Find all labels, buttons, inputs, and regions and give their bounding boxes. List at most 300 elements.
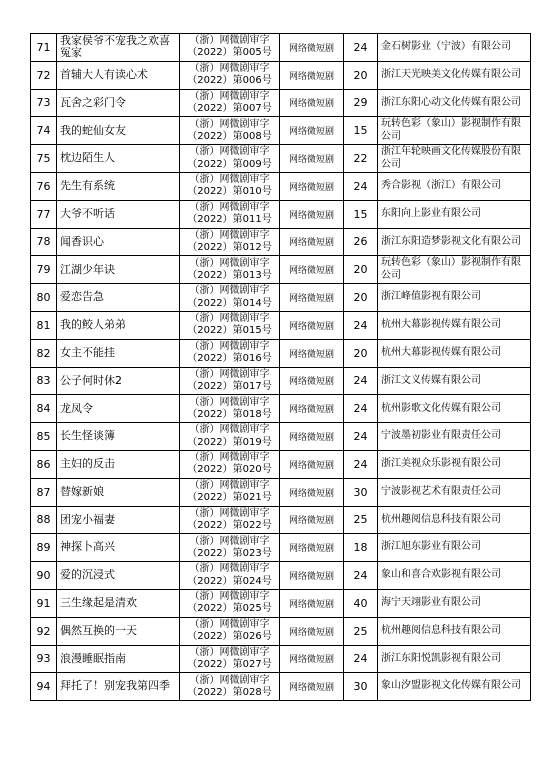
company-name-text: 杭州趣阅信息科技有限公司 (381, 513, 501, 525)
license-number (180, 228, 280, 256)
license-number-text: （2022）第015号 (187, 325, 272, 337)
license-number (180, 589, 280, 617)
row-number-text: 90 (36, 569, 51, 583)
drama-type-text: 网络微短剧 (288, 294, 334, 305)
row-number (31, 673, 57, 701)
company-name-text: 浙江年轮映画文化传媒股份有限公司 (381, 146, 521, 170)
drama-type (280, 256, 344, 284)
drama-type-text: 网络微短剧 (288, 43, 334, 54)
license-number (180, 395, 280, 423)
episode-count-text: 24 (353, 402, 368, 416)
drama-title (57, 395, 180, 423)
company-name (378, 534, 531, 562)
drama-type (280, 367, 344, 395)
table-row (31, 367, 531, 395)
table-row (31, 423, 531, 451)
episode-count (344, 673, 378, 701)
license-number-text: （浙）网微剧审字 (189, 396, 270, 408)
row-number-text: 85 (36, 430, 51, 444)
drama-title-text: 爱恋告急 (60, 290, 104, 304)
drama-title (57, 311, 180, 339)
drama-title (57, 339, 180, 367)
company-name (378, 423, 531, 451)
table-row (31, 172, 531, 200)
drama-title-text: 我家侯爷不宠我之欢喜冤家 (60, 33, 170, 60)
drama-title-text: 枕边陌生人 (60, 151, 115, 165)
drama-title-text: 长生怪谈簿 (60, 429, 115, 443)
row-number (31, 200, 57, 228)
table-row (31, 89, 531, 117)
drama-title (57, 34, 180, 62)
drama-title-text: 闻香识心 (60, 234, 104, 248)
row-number (31, 172, 57, 200)
drama-type-text: 网络微短剧 (288, 127, 334, 138)
license-number (180, 311, 280, 339)
license-number-text: （浙）网微剧审字 (189, 618, 270, 630)
row-number-text: 87 (36, 485, 51, 499)
drama-type-text: 网络微短剧 (288, 349, 334, 360)
drama-type-text: 网络微短剧 (288, 544, 334, 555)
episode-count (344, 534, 378, 562)
company-name (378, 673, 531, 701)
row-number (31, 284, 57, 312)
license-number-text: （浙）网微剧审字 (189, 257, 270, 269)
row-number-text: 81 (36, 318, 51, 332)
row-number (31, 228, 57, 256)
table-row (31, 506, 531, 534)
row-number (31, 145, 57, 173)
drama-title (57, 450, 180, 478)
company-name (378, 617, 531, 645)
episode-count-text: 15 (353, 207, 368, 221)
episode-count-text: 24 (353, 430, 368, 444)
company-name-text: 杭州大幕影视传媒有限公司 (381, 319, 501, 331)
company-name (378, 450, 531, 478)
drama-title (57, 89, 180, 117)
episode-count (344, 506, 378, 534)
row-number-text: 77 (36, 207, 51, 221)
row-number-text: 94 (36, 680, 51, 694)
license-number-text: （2022）第026号 (187, 631, 272, 643)
episode-count (344, 339, 378, 367)
license-number (180, 562, 280, 590)
drama-type-text: 网络微短剧 (288, 71, 334, 82)
license-number-text: （浙）网微剧审字 (189, 313, 270, 325)
table-row (31, 645, 531, 673)
drama-type (280, 172, 344, 200)
license-number (180, 284, 280, 312)
company-name-text: 象山汐盟影视文化传媒有限公司 (381, 680, 521, 692)
table-row (31, 589, 531, 617)
drama-title-text: 先生有系统 (60, 179, 115, 193)
episode-count-text: 24 (353, 374, 368, 388)
drama-title-text: 神探卜高兴 (60, 540, 115, 554)
license-number-text: （2022）第013号 (187, 269, 272, 281)
drama-title-text: 公子何时休2 (60, 373, 122, 387)
drama-title-text: 拜托了！别宠我第四季 (60, 679, 170, 693)
row-number-text: 75 (36, 152, 51, 166)
drama-title-text: 我的鲛人弟弟 (60, 318, 126, 332)
table-row (31, 145, 531, 173)
drama-type-text: 网络微短剧 (288, 516, 334, 527)
row-number (31, 534, 57, 562)
table-row (31, 673, 531, 701)
company-name (378, 506, 531, 534)
company-name (378, 145, 531, 173)
row-number-text: 86 (36, 457, 51, 471)
table-row (31, 617, 531, 645)
license-number-text: （2022）第005号 (187, 47, 272, 59)
license-number-text: （浙）网微剧审字 (189, 479, 270, 491)
episode-count-text: 29 (353, 96, 368, 110)
license-number (180, 423, 280, 451)
license-number-text: （浙）网微剧审字 (189, 62, 270, 74)
table-row (31, 256, 531, 284)
company-name (378, 339, 531, 367)
company-name (378, 200, 531, 228)
table-row (31, 117, 531, 145)
license-number-text: （2022）第012号 (187, 241, 272, 253)
license-number-text: （浙）网微剧审字 (189, 563, 270, 575)
row-number-text: 83 (36, 374, 51, 388)
episode-count-text: 20 (353, 291, 368, 305)
company-name-text: 杭州趣阅信息科技有限公司 (381, 624, 501, 636)
company-name (378, 34, 531, 62)
drama-type (280, 534, 344, 562)
drama-type-text: 网络微短剧 (288, 377, 334, 388)
license-number (180, 117, 280, 145)
row-number-text: 79 (36, 263, 51, 277)
drama-type (280, 423, 344, 451)
company-name-text: 浙江峰值影视有限公司 (381, 291, 481, 303)
row-number (31, 506, 57, 534)
row-number (31, 645, 57, 673)
license-number-text: （浙）网微剧审字 (189, 674, 270, 686)
company-name (378, 117, 531, 145)
company-name (378, 562, 531, 590)
company-name-text: 玩转色彩（象山）影视制作有限公司 (381, 257, 521, 281)
episode-count-text: 24 (353, 569, 368, 583)
drama-type-text: 网络微短剧 (288, 433, 334, 444)
drama-title-text: 首辅大人有读心术 (60, 67, 148, 81)
episode-count (344, 311, 378, 339)
license-number-text: （浙）网微剧审字 (189, 340, 270, 352)
episode-count-text: 24 (353, 457, 368, 471)
company-name-text: 秀合影视（浙江）有限公司 (381, 180, 501, 192)
drama-title-text: 瓦舍之彩门令 (60, 95, 126, 109)
drama-title (57, 673, 180, 701)
episode-count-text: 22 (353, 152, 368, 166)
drama-type (280, 311, 344, 339)
row-number (31, 89, 57, 117)
drama-title-text: 爱的沉浸式 (60, 568, 115, 582)
table-row (31, 450, 531, 478)
license-number (180, 617, 280, 645)
company-name-text: 浙江东阳心动文化传媒有限公司 (381, 96, 521, 108)
episode-count (344, 284, 378, 312)
license-number (180, 61, 280, 89)
drama-type (280, 589, 344, 617)
drama-title-text: 替嫁新娘 (60, 484, 104, 498)
episode-count (344, 145, 378, 173)
drama-type (280, 617, 344, 645)
license-number (180, 506, 280, 534)
company-name-text: 海宁天翊影业有限公司 (381, 597, 481, 609)
drama-title-text: 女主不能挂 (60, 345, 115, 359)
license-number-text: （2022）第016号 (187, 353, 272, 365)
drama-title (57, 367, 180, 395)
license-number-text: （浙）网微剧审字 (189, 90, 270, 102)
license-number (180, 645, 280, 673)
table-row (31, 395, 531, 423)
row-number-text: 72 (36, 68, 51, 82)
company-name-text: 玩转色彩（象山）影视制作有限公司 (381, 118, 521, 142)
row-number-text: 82 (36, 346, 51, 360)
drama-title (57, 534, 180, 562)
license-number-text: （浙）网微剧审字 (189, 118, 270, 130)
drama-title-text: 浪漫睡眠指南 (60, 651, 126, 665)
row-number (31, 311, 57, 339)
episode-count-text: 24 (353, 652, 368, 666)
company-name (378, 256, 531, 284)
row-number-text: 76 (36, 179, 51, 193)
drama-type-text: 网络微短剧 (288, 627, 334, 638)
table-row (31, 61, 531, 89)
license-number-text: （浙）网微剧审字 (189, 35, 270, 47)
company-name-text: 杭州影歌文化传媒有限公司 (381, 402, 501, 414)
row-number (31, 34, 57, 62)
episode-count (344, 367, 378, 395)
company-name (378, 395, 531, 423)
license-number-text: （浙）网微剧审字 (189, 424, 270, 436)
company-name (378, 478, 531, 506)
drama-type-text: 网络微短剧 (288, 488, 334, 499)
drama-type (280, 562, 344, 590)
license-number (180, 89, 280, 117)
license-number-text: （2022）第010号 (187, 186, 272, 198)
company-name (378, 367, 531, 395)
episode-count-text: 20 (353, 68, 368, 82)
episode-count-text: 18 (353, 541, 368, 555)
row-number (31, 617, 57, 645)
license-number (180, 534, 280, 562)
row-number (31, 423, 57, 451)
license-number-text: （浙）网微剧审字 (189, 285, 270, 297)
drama-type-text: 网络微短剧 (288, 99, 334, 110)
license-number-text: （浙）网微剧审字 (189, 146, 270, 158)
episode-count (344, 34, 378, 62)
row-number-text: 93 (36, 652, 51, 666)
company-name-text: 金石树影业（宁波）有限公司 (381, 41, 511, 53)
drama-type (280, 645, 344, 673)
row-number-text: 71 (36, 40, 51, 54)
episode-count-text: 25 (353, 513, 368, 527)
license-number-text: （浙）网微剧审字 (189, 591, 270, 603)
table-row (31, 534, 531, 562)
drama-title (57, 478, 180, 506)
drama-type-text: 网络微短剧 (288, 238, 334, 249)
table-row (31, 339, 531, 367)
license-number-text: （2022）第027号 (187, 658, 272, 670)
company-name-text: 浙江东阳悦凯影视有限公司 (381, 652, 501, 664)
drama-type (280, 395, 344, 423)
row-number-text: 91 (36, 596, 51, 610)
row-number (31, 478, 57, 506)
row-number (31, 339, 57, 367)
drama-type (280, 117, 344, 145)
table-row (31, 478, 531, 506)
row-number-text: 73 (36, 96, 51, 110)
episode-count-text: 20 (353, 263, 368, 277)
license-number-text: （2022）第022号 (187, 519, 272, 531)
row-number (31, 589, 57, 617)
drama-type (280, 89, 344, 117)
episode-count (344, 61, 378, 89)
episode-count (344, 478, 378, 506)
episode-count-text: 25 (353, 624, 368, 638)
company-name-text: 浙江文义传媒有限公司 (381, 374, 481, 386)
episode-count-text: 30 (353, 680, 368, 694)
drama-title-text: 江湖少年诀 (60, 262, 115, 276)
row-number-text: 84 (36, 402, 51, 416)
license-number-text: （2022）第024号 (187, 575, 272, 587)
company-name (378, 589, 531, 617)
drama-license-table (30, 33, 531, 701)
drama-title (57, 589, 180, 617)
episode-count (344, 395, 378, 423)
license-number-text: （浙）网微剧审字 (189, 201, 270, 213)
drama-type (280, 61, 344, 89)
license-number-text: （浙）网微剧审字 (189, 368, 270, 380)
episode-count-text: 24 (353, 40, 368, 54)
row-number-text: 80 (36, 291, 51, 305)
license-number-text: （2022）第028号 (187, 686, 272, 698)
drama-type (280, 228, 344, 256)
row-number (31, 450, 57, 478)
table-body (31, 34, 531, 701)
drama-title-text: 主妇的反击 (60, 457, 115, 471)
license-number (180, 478, 280, 506)
episode-count-text: 24 (353, 179, 368, 193)
license-number-text: （浙）网微剧审字 (189, 646, 270, 658)
license-number (180, 145, 280, 173)
episode-count (344, 423, 378, 451)
drama-title-text: 我的蛇仙女友 (60, 123, 126, 137)
episode-count (344, 562, 378, 590)
license-number (180, 450, 280, 478)
drama-title (57, 645, 180, 673)
drama-title (57, 228, 180, 256)
drama-title (57, 617, 180, 645)
table-row (31, 562, 531, 590)
license-number-text: （2022）第007号 (187, 102, 272, 114)
row-number-text: 89 (36, 541, 51, 555)
company-name (378, 61, 531, 89)
company-name (378, 172, 531, 200)
row-number-text: 78 (36, 235, 51, 249)
episode-count (344, 617, 378, 645)
row-number (31, 256, 57, 284)
company-name (378, 311, 531, 339)
license-number (180, 673, 280, 701)
company-name-text: 浙江天光映美文化传媒有限公司 (381, 68, 521, 80)
license-number (180, 200, 280, 228)
row-number (31, 367, 57, 395)
license-number-text: （浙）网微剧审字 (189, 452, 270, 464)
row-number (31, 117, 57, 145)
license-number-text: （2022）第025号 (187, 603, 272, 615)
drama-type (280, 145, 344, 173)
license-number-text: （2022）第017号 (187, 380, 272, 392)
company-name-text: 宁波影视艺术有限责任公司 (381, 485, 501, 497)
license-number-text: （2022）第014号 (187, 297, 272, 309)
episode-count-text: 20 (353, 346, 368, 360)
drama-type (280, 478, 344, 506)
license-number-text: （2022）第006号 (187, 75, 272, 87)
drama-type (280, 673, 344, 701)
drama-title-text: 团宠小福妻 (60, 512, 115, 526)
row-number (31, 395, 57, 423)
drama-type-text: 网络微短剧 (288, 155, 334, 166)
company-name-text: 浙江美视众乐影视有限公司 (381, 458, 501, 470)
drama-title (57, 423, 180, 451)
license-number-text: （浙）网微剧审字 (189, 229, 270, 241)
drama-type (280, 450, 344, 478)
company-name-text: 浙江旭东影业有限公司 (381, 541, 481, 553)
license-number (180, 34, 280, 62)
table-row (31, 228, 531, 256)
license-number-text: （2022）第011号 (187, 214, 272, 226)
license-number-text: （2022）第021号 (187, 492, 272, 504)
license-number-text: （2022）第018号 (187, 408, 272, 420)
row-number (31, 61, 57, 89)
drama-title-text: 大爷不听话 (60, 206, 115, 220)
row-number (31, 562, 57, 590)
company-name-text: 东阳向上影业有限公司 (381, 207, 481, 219)
drama-title (57, 172, 180, 200)
drama-type-text: 网络微短剧 (288, 599, 334, 610)
episode-count-text: 40 (353, 596, 368, 610)
license-number-text: （浙）网微剧审字 (189, 174, 270, 186)
license-number (180, 256, 280, 284)
table-row (31, 200, 531, 228)
episode-count (344, 645, 378, 673)
drama-title-text: 龙凤令 (60, 401, 93, 415)
episode-count (344, 117, 378, 145)
license-number (180, 367, 280, 395)
table-row (31, 284, 531, 312)
drama-type (280, 34, 344, 62)
table-row (31, 311, 531, 339)
episode-count-text: 30 (353, 485, 368, 499)
drama-type-text: 网络微短剧 (288, 405, 334, 416)
episode-count (344, 589, 378, 617)
episode-count (344, 450, 378, 478)
drama-type (280, 284, 344, 312)
license-number-text: （2022）第019号 (187, 436, 272, 448)
drama-title (57, 61, 180, 89)
drama-title-text: 三生缘起是清欢 (60, 596, 137, 610)
drama-type-text: 网络微短剧 (288, 460, 334, 471)
episode-count (344, 228, 378, 256)
drama-title (57, 506, 180, 534)
drama-title-text: 偶然互换的一天 (60, 623, 137, 637)
episode-count-text: 24 (353, 318, 368, 332)
company-name (378, 228, 531, 256)
episode-count-text: 15 (353, 124, 368, 138)
company-name (378, 284, 531, 312)
drama-title (57, 284, 180, 312)
